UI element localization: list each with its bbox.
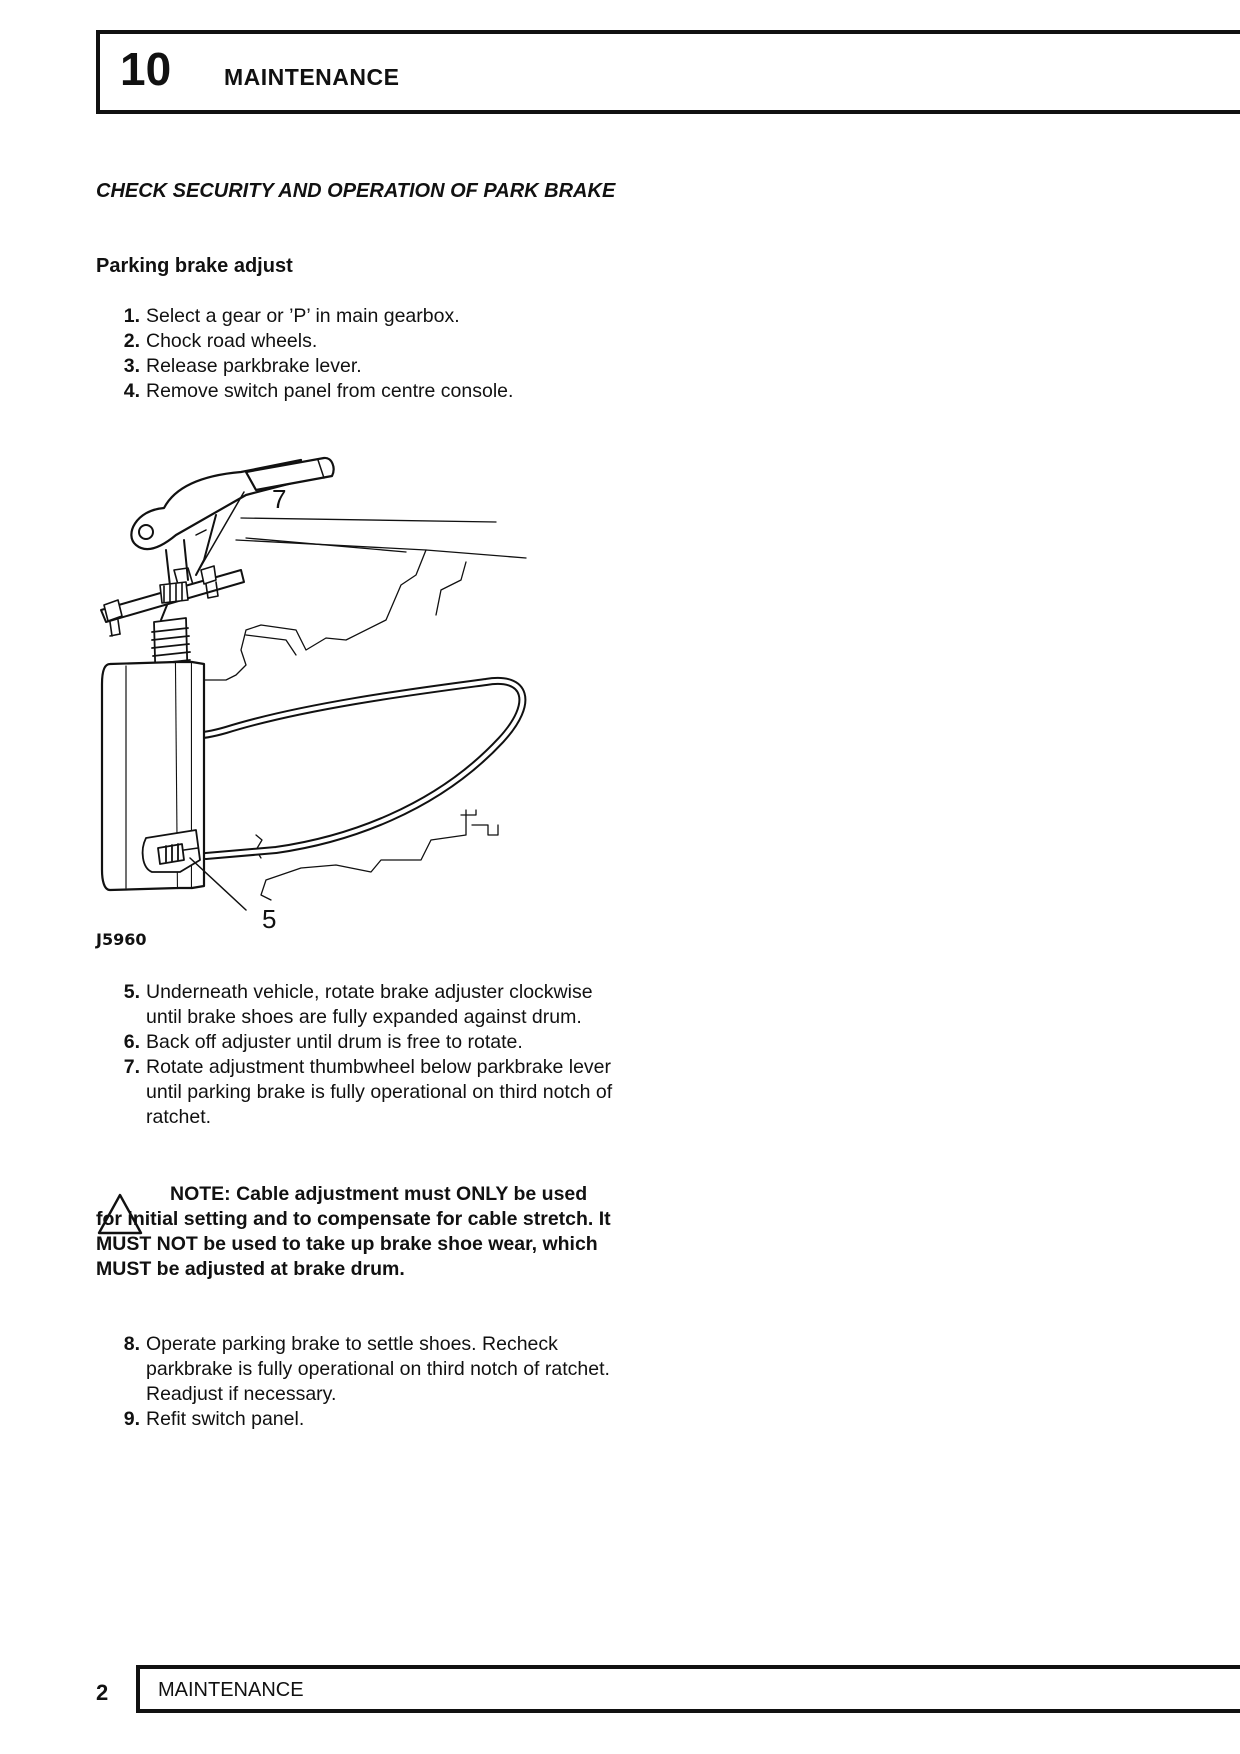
step-number: 7. (123, 1056, 140, 1078)
page-footer (136, 1665, 1240, 1713)
step-text: Underneath vehicle, rotate brake adjuster clockwise until brake shoes are fully expanded against drum. (146, 981, 593, 1028)
step-text: Refit switch panel. (146, 1408, 305, 1430)
callout-5: 5 (262, 904, 277, 934)
step-item (96, 354, 616, 379)
step-text: Back off adjuster until drum is free to rotate. (146, 1031, 523, 1053)
step-number: 8. (123, 1333, 140, 1355)
step-list-1-4 (96, 304, 616, 404)
warning-triangle-icon (96, 1192, 144, 1236)
parking-brake-diagram (96, 440, 616, 940)
step-text: Remove switch panel from centre console. (146, 380, 514, 402)
step-number: 4. (123, 380, 140, 402)
parking-brake-illustration (96, 440, 616, 940)
step-item (96, 980, 616, 1030)
step-number: 9. (123, 1408, 140, 1430)
section-title: MAINTENANCE (224, 64, 400, 90)
step-item (96, 1055, 616, 1130)
step-number: 3. (123, 355, 140, 377)
note-block (96, 1182, 616, 1282)
callout-7: 7 (272, 484, 287, 514)
step-text: Select a gear or ’P’ in main gearbox. (146, 305, 460, 327)
step-number: 6. (123, 1031, 140, 1053)
step-text: Release parkbrake lever. (146, 355, 362, 377)
step-list-8-9 (96, 1332, 616, 1432)
step-item (96, 1030, 616, 1055)
step-text: Operate parking brake to settle shoes. Recheck parkbrake is fully operational on third notch of ratchet. Readjust if necessary. (146, 1333, 610, 1405)
step-list-5-7 (96, 980, 616, 1130)
sub-heading: Parking brake adjust (96, 255, 293, 277)
step-item (96, 1332, 616, 1407)
procedure-title: CHECK SECURITY AND OPERATION OF PARK BRAKE (96, 180, 616, 202)
step-text: Chock road wheels. (146, 330, 318, 352)
page-header (96, 30, 1240, 114)
footer-section-title: MAINTENANCE (158, 1679, 304, 1701)
step-number: 1. (123, 305, 140, 327)
step-item (96, 1407, 616, 1432)
page-number: 2 (96, 1680, 109, 1705)
step-number: 5. (123, 981, 140, 1003)
step-number: 2. (123, 330, 140, 352)
step-item (96, 304, 616, 329)
note-text: NOTE: Cable adjustment must ONLY be used for initial setting and to compensate for cable stretch. It MUST NOT be used to take up brake shoe wear, which MUST be adjusted at brake drum. (96, 1183, 611, 1280)
section-number: 10 (120, 43, 172, 95)
step-item (96, 379, 616, 404)
figure-id: J5960 (96, 930, 147, 949)
step-item (96, 329, 616, 354)
step-text: Rotate adjustment thumbwheel below parkbrake lever until parking brake is fully operational on third notch of ratchet. (146, 1056, 613, 1128)
